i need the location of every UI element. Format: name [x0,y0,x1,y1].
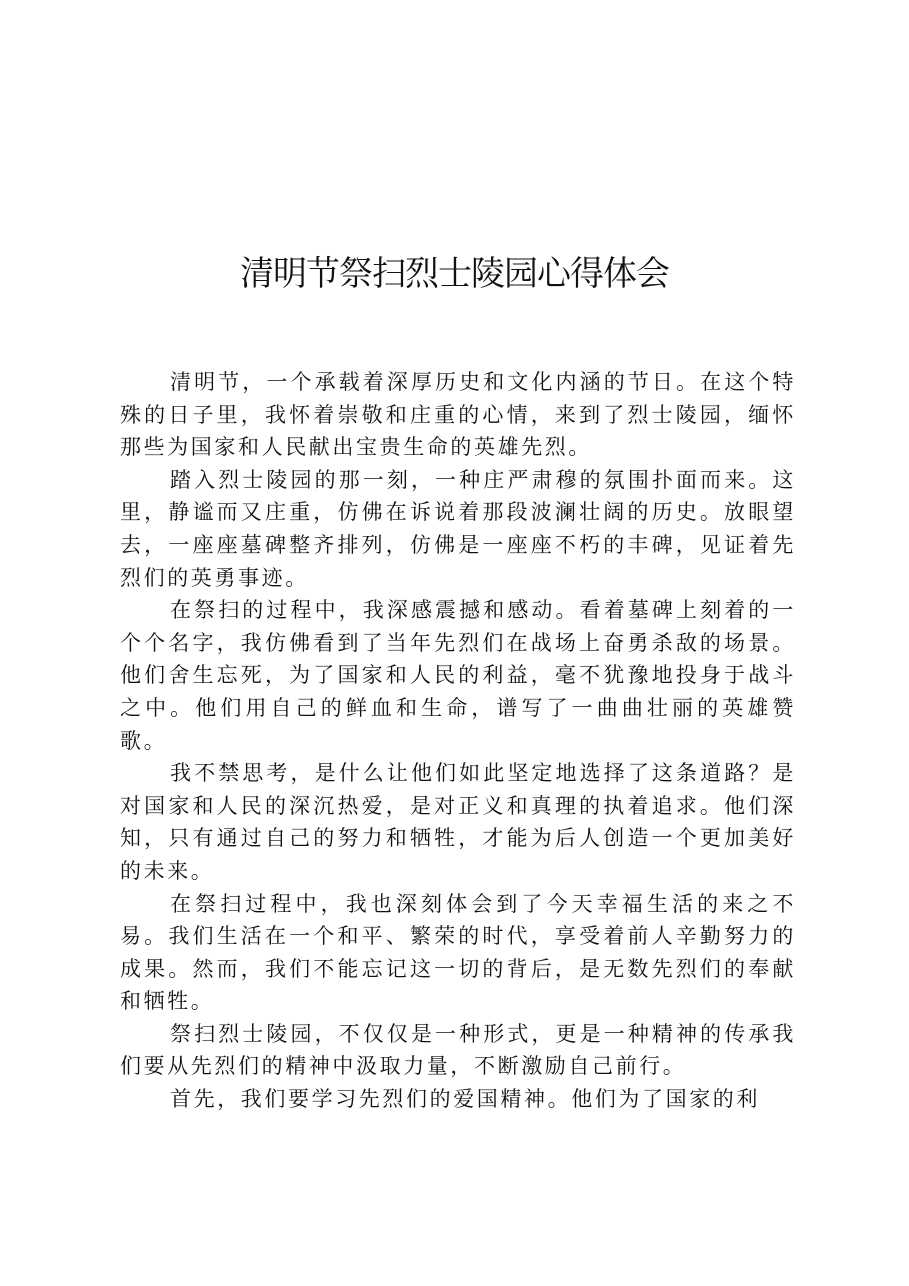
document-body [120,366,796,1116]
paragraph: 踏入烈士陵园的那一刻，一种庄严肃穆的氛围扑面而来。这里，静谧而又庄重，仿佛在诉说着那段波澜壮阔的历史。放眼望去，一座座墓碑整齐排列，仿佛是一座座不朽的丰碑，见证着先烈们的英勇事迹。 [120,467,796,590]
document-title: 清明节祭扫烈士陵园心得体会 [240,254,669,294]
paragraph: 我不禁思考，是什么让他们如此坚定地选择了这条道路？是对国家和人民的深沉热爱，是对正义和真理的执着追求。他们深知，只有通过自己的努力和牺牲，才能为后人创造一个更加美好的未来。 [120,761,796,883]
paragraph: 在祭扫过程中，我也深刻体会到了今天幸福生活的来之不易。我们生活在一个和平、繁荣的时代，享受着前人辛勤努力的成果。然而，我们不能忘记这一切的背后，是无数先烈们的奉献和牺牲。 [120,891,796,1014]
paragraph: 首先，我们要学习先烈们的爱国精神。他们为了国家的利 [170,1087,760,1112]
paragraph: 清明节，一个承载着深厚历史和文化内涵的节日。在这个特殊的日子里，我怀着崇敬和庄重的心情，来到了烈士陵园，缅怀那些为国家和人民献出宝贵生命的英雄先烈。 [120,370,796,460]
paragraph: 祭扫烈士陵园，不仅仅是一种形式，更是一种精神的传承我们要从先烈们的精神中汲取力量，不断激励自己前行。 [120,1021,796,1079]
paragraph: 在祭扫的过程中，我深感震撼和感动。看着墓碑上刻着的一个个名字，我仿佛看到了当年先烈们在战场上奋勇杀敌的场景。他们舍生忘死，为了国家和人民的利益，毫不犹豫地投身于战斗之中。他们用自己的鲜血和生命，谱写了一曲曲壮丽的英雄赞歌。 [120,598,796,753]
